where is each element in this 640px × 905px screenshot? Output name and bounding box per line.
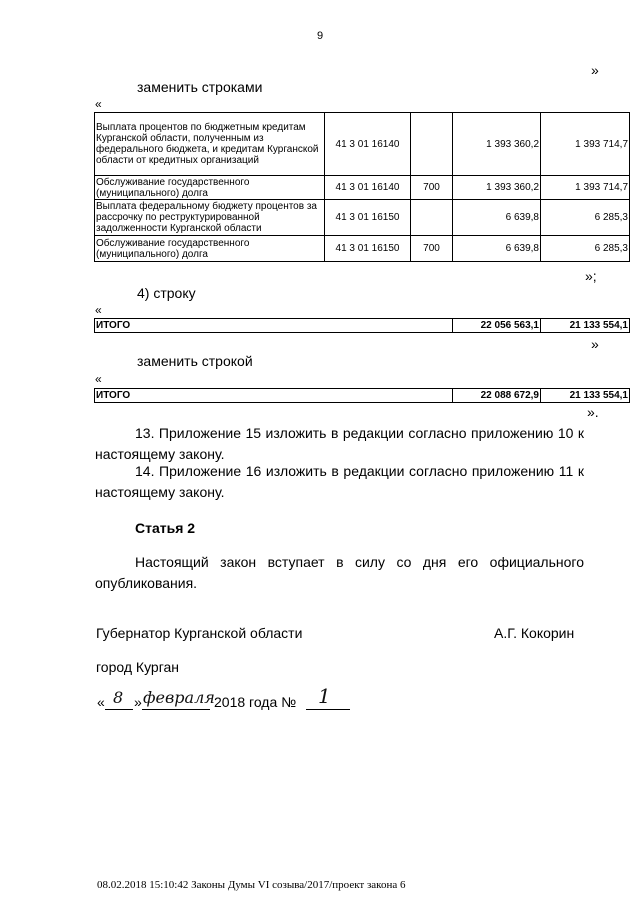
row-name: Обслуживание государственного (муниципального) долга bbox=[95, 236, 325, 262]
row-code: 41 3 01 16140 bbox=[325, 176, 411, 200]
opening-quote: « bbox=[95, 372, 102, 386]
table-row bbox=[95, 319, 630, 333]
page-number: 9 bbox=[316, 30, 324, 42]
date-open-quote: « bbox=[97, 694, 105, 710]
table-row bbox=[95, 113, 630, 176]
row-vr: 700 bbox=[411, 176, 453, 200]
row-name: Выплата процентов по бюджетным кредитам Курганской области, полученным из федерального бюджета, и кредитам Курганской области от кредитных организаций bbox=[95, 113, 325, 176]
total-value-2: 21 133 554,1 bbox=[541, 389, 630, 403]
paragraph-14: 14. Приложение 16 изложить в редакции согласно приложению 11 к настоящему закону. bbox=[95, 463, 584, 500]
table-row bbox=[95, 200, 630, 236]
paragraph-13: 13. Приложение 15 изложить в редакции согласно приложению 10 к настоящему закону. bbox=[95, 425, 584, 462]
date-close-quote: » bbox=[134, 694, 142, 710]
table-row bbox=[95, 389, 630, 403]
total-table-old bbox=[94, 318, 630, 333]
closing-quote-semicolon: »; bbox=[585, 268, 597, 284]
replace-row-heading: заменить строкой bbox=[137, 353, 253, 369]
number-underline bbox=[306, 709, 350, 710]
city: город Курган bbox=[96, 659, 180, 675]
month-underline bbox=[142, 709, 210, 710]
table-row bbox=[95, 176, 630, 200]
table-row bbox=[95, 236, 630, 262]
row-code: 41 3 01 16150 bbox=[325, 236, 411, 262]
article-title: Статья 2 bbox=[135, 520, 196, 536]
footer-filepath: 08.02.2018 15:10:42 Законы Думы VI созыва/2017/проект закона 6 bbox=[97, 879, 406, 891]
governor-name: А.Г. Кокорин bbox=[494, 625, 575, 641]
row-value-1: 1 393 360,2 bbox=[453, 113, 541, 176]
row-code: 41 3 01 16150 bbox=[325, 200, 411, 236]
closing-quote-period: ». bbox=[587, 404, 599, 420]
row-value-2: 6 285,3 bbox=[541, 236, 630, 262]
date-month-handwritten: февраля bbox=[143, 688, 215, 707]
opening-quote: « bbox=[95, 97, 102, 111]
row-value-1: 6 639,8 bbox=[453, 236, 541, 262]
row-name: Выплата федеральному бюджету процентов за рассрочку по реструктурированной задолженности Курганской области bbox=[95, 200, 325, 236]
closing-quote: » bbox=[591, 62, 599, 78]
total-value-2: 21 133 554,1 bbox=[541, 319, 630, 333]
date-day-handwritten: 8 bbox=[113, 688, 124, 707]
date-year-text: 2018 года № bbox=[214, 694, 297, 710]
row-code: 41 3 01 16140 bbox=[325, 113, 411, 176]
total-value-1: 22 088 672,9 bbox=[453, 389, 541, 403]
replace-heading: заменить строками bbox=[137, 79, 263, 95]
day-underline bbox=[105, 709, 133, 710]
row-vr bbox=[411, 113, 453, 176]
row-value-2: 1 393 714,7 bbox=[541, 113, 630, 176]
row-name: Обслуживание государственного (муниципального) долга bbox=[95, 176, 325, 200]
item-4-heading: 4) строку bbox=[137, 285, 196, 301]
closing-quote: » bbox=[591, 336, 599, 352]
opening-quote: « bbox=[95, 303, 102, 317]
governor-title: Губернатор Курганской области bbox=[96, 625, 303, 641]
article-text: Настоящий закон вступает в силу со дня его официального опубликования. bbox=[95, 554, 584, 591]
total-table-new bbox=[94, 388, 630, 403]
row-value-2: 6 285,3 bbox=[541, 200, 630, 236]
row-vr: 700 bbox=[411, 236, 453, 262]
row-vr bbox=[411, 200, 453, 236]
row-value-2: 1 393 714,7 bbox=[541, 176, 630, 200]
total-value-1: 22 056 563,1 bbox=[453, 319, 541, 333]
total-label: ИТОГО bbox=[95, 389, 453, 403]
row-value-1: 6 639,8 bbox=[453, 200, 541, 236]
law-number-handwritten: 1 bbox=[318, 684, 331, 708]
row-value-1: 1 393 360,2 bbox=[453, 176, 541, 200]
replacement-table bbox=[94, 112, 630, 262]
total-label: ИТОГО bbox=[95, 319, 453, 333]
